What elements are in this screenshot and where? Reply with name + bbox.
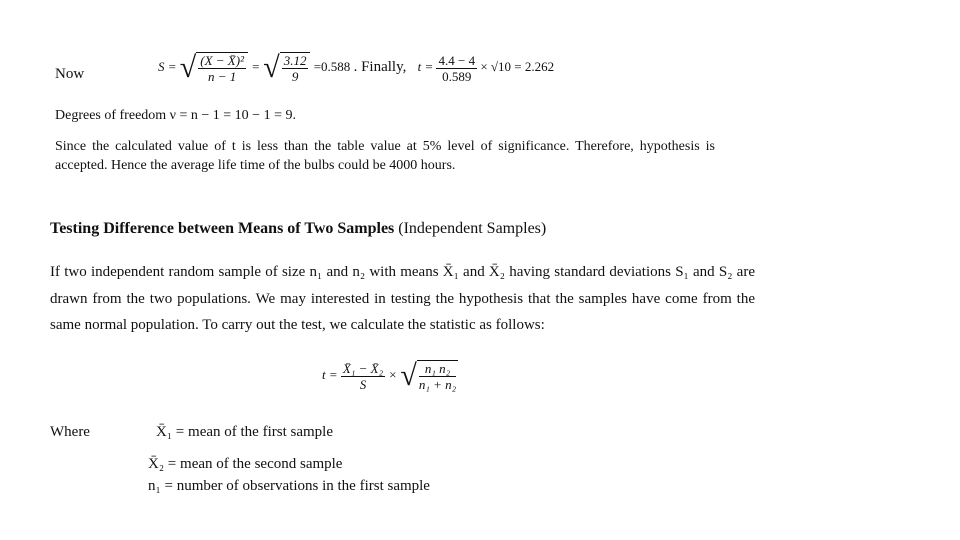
formula-numerator: X̄₁ − X̄₂ (342, 360, 384, 376)
t-statistic-formula (322, 360, 458, 392)
s-fraction-2 (282, 53, 309, 84)
radical-icon: √ (179, 51, 197, 84)
definition-2: X̄₂ = mean of the second sample (148, 456, 343, 472)
s-sqrt-2 (280, 52, 311, 84)
t-equals: t = (417, 58, 434, 74)
t-numerator: 4.4 − 4 (438, 52, 476, 68)
t-fraction (436, 53, 477, 84)
where-label: Where (50, 424, 90, 440)
heading-normal: (Independent Samples) (394, 220, 547, 237)
finally-label: . Finally, (353, 58, 407, 75)
s-sqrt (196, 52, 248, 84)
s-equals-2: = (251, 58, 260, 74)
degrees-of-freedom: Degrees of freedom ν = n − 1 = 10 − 1 = 9. (55, 108, 296, 123)
t-result: × √10 = 2.262 (480, 58, 555, 74)
section-heading (50, 220, 546, 238)
s-result: =0.588 (313, 58, 351, 74)
formula-denominator: S (359, 376, 367, 392)
radical-icon: √ (400, 359, 417, 392)
formula-times: × (388, 366, 398, 382)
s-numerator: (X − X̄)² (200, 53, 244, 68)
t-denominator: 0.589 (442, 68, 472, 84)
s-numerator-2: 3.12 (283, 53, 307, 68)
formula-root-numerator: n₁ n₂ (419, 361, 456, 377)
definition-1: X̄₁ = mean of the first sample (156, 424, 333, 440)
formula-sqrt (417, 360, 458, 392)
radical-icon: √ (263, 51, 280, 84)
formula-fraction (341, 361, 385, 392)
intro-paragraph: If two independent random sample of size n₁ and n₂ with means X̄₁ and X̄₂ having standard deviations S₁ and S₂ are drawn from the two populations. We may interested in testing the hypothesis that the samples have come from the same normal population. To carry out the test, we calculate the statistic as follows: (50, 264, 755, 333)
formula-t-equals: t = (322, 366, 338, 382)
definition-3: n₁ = number of observations in the first sample (148, 478, 430, 494)
now-label: Now (55, 66, 85, 82)
s-equals: S = (158, 58, 177, 74)
s-formula (158, 52, 554, 84)
s-fraction (198, 53, 246, 84)
conclusion-paragraph: Since the calculated value of t is less than the table value at 5% level of significance. Therefore, hypothesis is accepted. Hence the average life time of the bulbs could be 4000 hours. (55, 139, 715, 173)
heading-bold: Testing Difference between Means of Two Samples (50, 220, 395, 237)
formula-root-fraction (419, 361, 456, 392)
s-denominator: n − 1 (207, 69, 237, 84)
formula-root-denominator: n₁ + n₂ (418, 377, 457, 392)
s-denominator-2: 9 (291, 69, 299, 84)
